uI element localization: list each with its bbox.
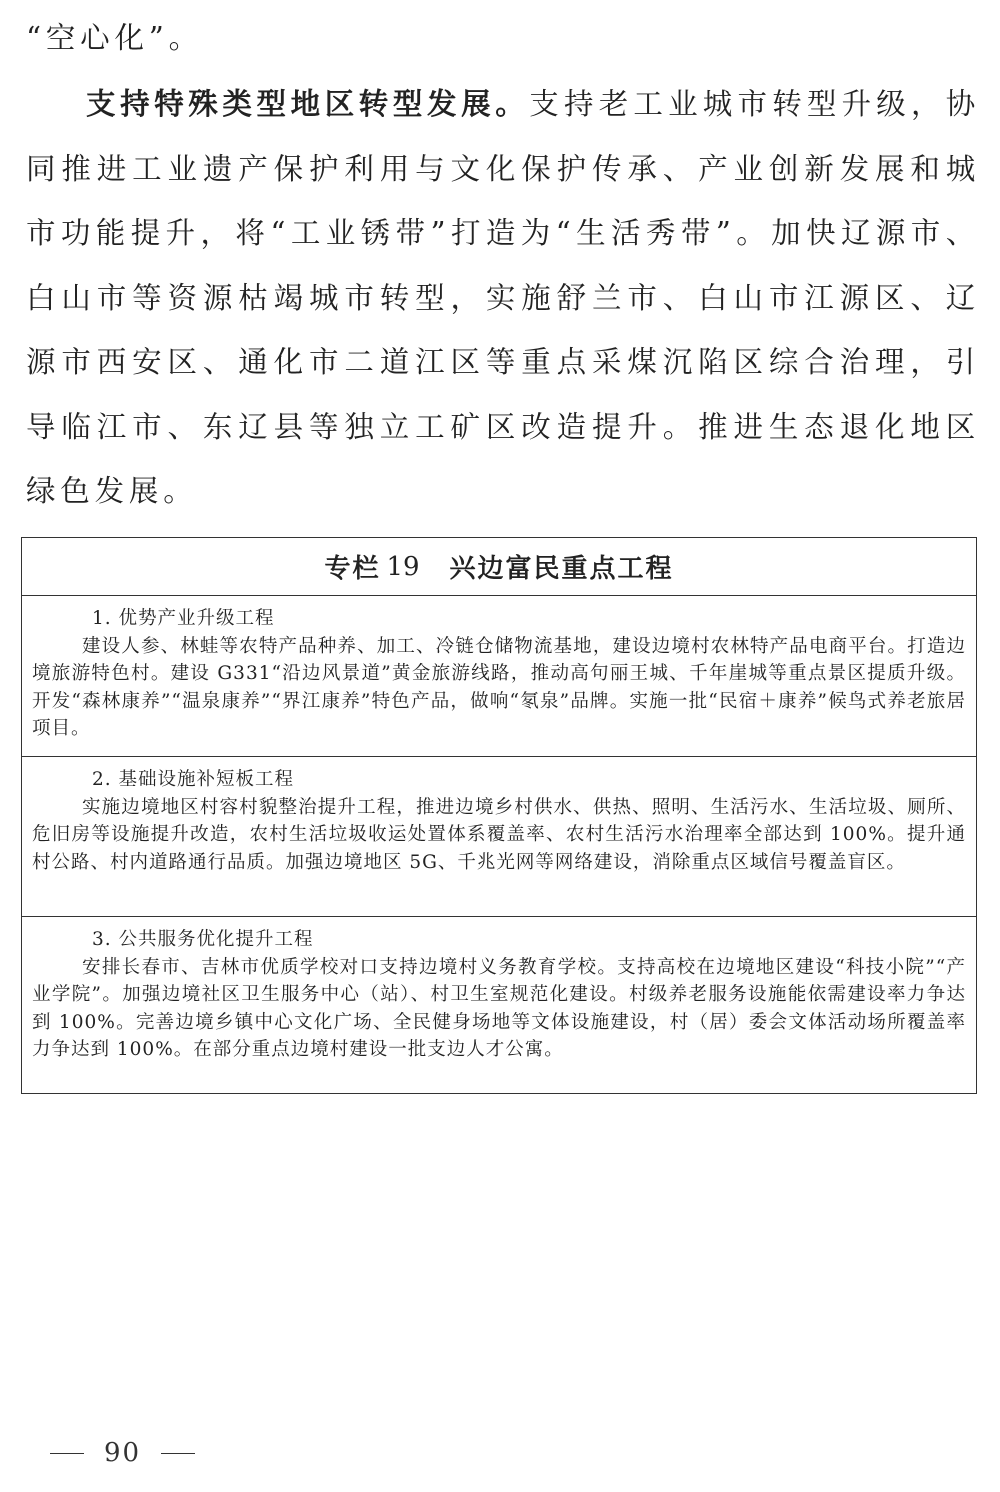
paragraph-special-regions xyxy=(26,72,980,524)
paragraph-body-text: 支持老工业城市转型升级，协同推进工业遗产保护利用与文化保护传承、产业创新发展和城市功能提升，将“工业锈带”打造为“生活秀带”。加快辽源市、白山市等资源枯竭城市转型，实施舒兰市、白山市江源区、辽源市西安区、通化市二道江区等重点采煤沉陷区综合治理，引导临江市、东辽县等独立工矿区改造提升。推进生态退化地区绿色发展。 xyxy=(26,87,980,508)
column-section xyxy=(22,756,976,916)
page-number: 90 xyxy=(104,1438,142,1468)
section-body: 建设人参、林蛙等农特产品种养、加工、冷链仓储物流基地，建设边境村农林特产品电商平台。打造边境旅游特色村。建设 G331“沿边风景道”黄金旅游线路，推动高句丽王城、千年崖城等重点景区提质升级。开发“森林康养”“温泉康养”“界江康养”特色产品，做响“氡泉”品牌。实施一批“民宿＋康养”候鸟式养老旅居项目。 xyxy=(32,635,966,739)
page-footer xyxy=(50,1438,195,1468)
paragraph-fragment-text: “空心化”。 xyxy=(26,21,203,55)
section-body: 安排长春市、吉林市优质学校对口支持边境村义务教育学校。支持高校在边境地区建设“科技小院”“产业学院”。加强边境社区卫生服务中心（站）、村卫生室规范化建设。村级养老服务设施能依需建设率力争达到 100%。完善边境乡镇中心文化广场、全民健身场地等文体设施建设，村（居）委会文体活动场所覆盖率力争达到 100%。在部分重点边境村建设一批支边人才公寓。 xyxy=(32,956,966,1060)
column-box xyxy=(21,537,977,1094)
footer-dash-right xyxy=(161,1453,195,1454)
column-section xyxy=(22,916,976,1092)
section-body: 实施边境地区村容村貌整治提升工程，推进边境乡村供水、供热、照明、生活污水、生活垃圾、厕所、危旧房等设施提升改造，农村生活垃圾收运处置体系覆盖率、农村生活污水治理率全部达到 100%。提升通村公路、村内道路通行品质。加强边境地区 5G、千兆光网等网络建设，消除重点区域信号覆盖盲区。 xyxy=(32,796,966,873)
footer-dash-left xyxy=(50,1453,84,1454)
column-section xyxy=(22,596,976,756)
section-heading: 2. 基础设施补短板工程 xyxy=(92,769,295,790)
section-heading: 3. 公共服务优化提升工程 xyxy=(92,929,314,950)
paragraph-lead-heading: 支持特殊类型地区转型发展。 xyxy=(86,87,530,121)
column-title-text: 兴边富民重点工程 xyxy=(449,554,674,584)
column-title-prefix: 专栏 xyxy=(324,554,381,584)
paragraph-fragment xyxy=(26,6,980,71)
column-box-title xyxy=(22,538,976,596)
section-heading: 1. 优势产业升级工程 xyxy=(92,608,275,629)
column-title-number: 19 xyxy=(386,551,420,582)
